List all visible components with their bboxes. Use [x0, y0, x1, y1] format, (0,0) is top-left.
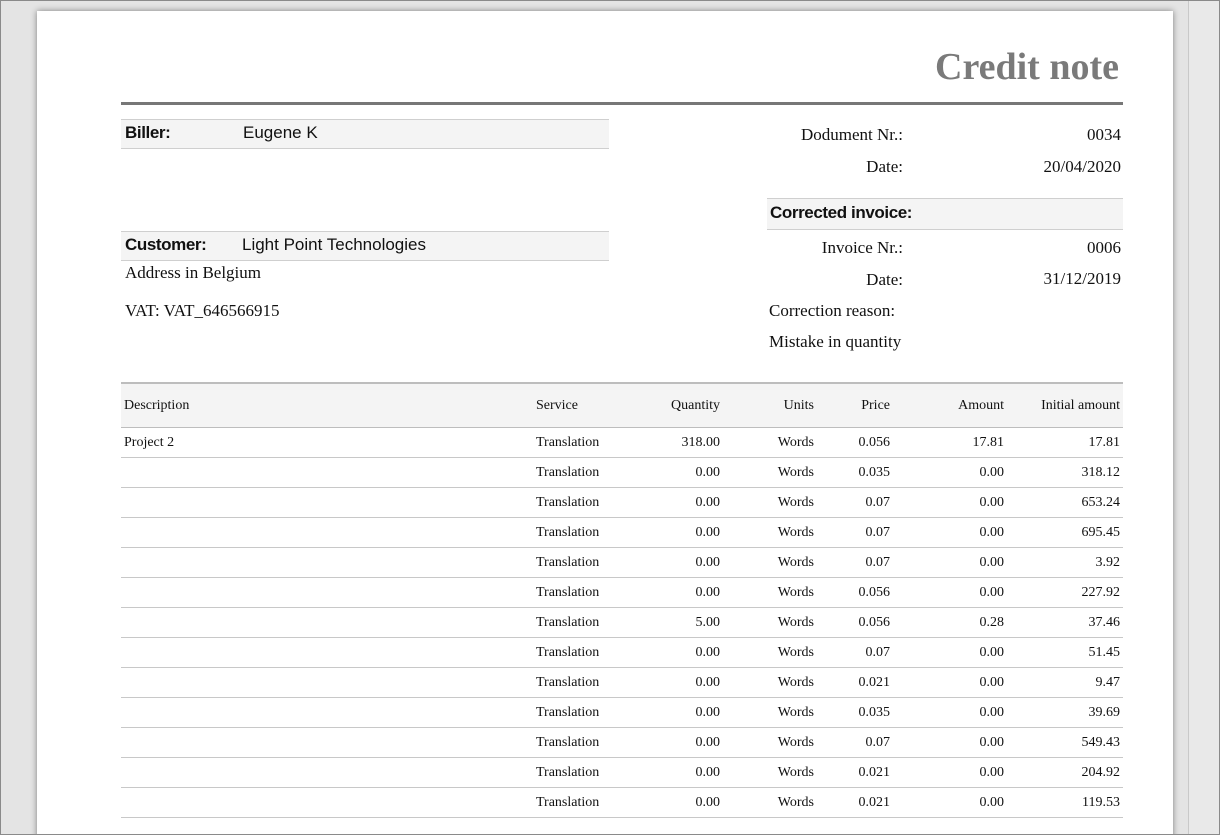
- biller-name: Eugene K: [243, 123, 318, 142]
- cell-quantity: 0.00: [631, 788, 723, 818]
- cell-amount: 0.00: [893, 638, 1007, 668]
- cell-price: 0.07: [817, 548, 893, 578]
- cell-quantity: 0.00: [631, 728, 723, 758]
- cell-initial-amount: 549.43: [1007, 728, 1123, 758]
- cell-initial-amount: 37.46: [1007, 608, 1123, 638]
- cell-amount: 0.00: [893, 758, 1007, 788]
- cell-initial-amount: 39.69: [1007, 698, 1123, 728]
- cell-service: Translation: [533, 758, 631, 788]
- cell-quantity: 0.00: [631, 698, 723, 728]
- cell-service: Translation: [533, 668, 631, 698]
- cell-description: [121, 668, 533, 698]
- cell-price: 0.07: [817, 728, 893, 758]
- cell-initial-amount: 3.92: [1007, 548, 1123, 578]
- cell-service: Translation: [533, 458, 631, 488]
- table-row: [121, 458, 1123, 488]
- cell-units: Words: [723, 488, 817, 518]
- customer-address: Address in Belgium: [125, 263, 261, 282]
- cell-price: 0.056: [817, 428, 893, 458]
- title-divider: [121, 102, 1123, 105]
- doc-number-label: Dodument Nr.:: [801, 125, 903, 144]
- cell-units: Words: [723, 758, 817, 788]
- cell-quantity: 0.00: [631, 638, 723, 668]
- cell-quantity: 0.00: [631, 548, 723, 578]
- invoice-number: 0006: [1087, 238, 1121, 257]
- table-row: [121, 518, 1123, 548]
- cell-description: [121, 518, 533, 548]
- document-title: Credit note: [935, 46, 1119, 88]
- cell-initial-amount: 9.47: [1007, 668, 1123, 698]
- cell-amount: 0.00: [893, 518, 1007, 548]
- cell-units: Words: [723, 668, 817, 698]
- correction-reason: Mistake in quantity: [769, 332, 902, 351]
- cell-description: [121, 578, 533, 608]
- doc-date: 20/04/2020: [1043, 157, 1121, 176]
- table-header-row: [121, 383, 1123, 428]
- table-row: [121, 578, 1123, 608]
- cell-quantity: 0.00: [631, 668, 723, 698]
- correction-reason-label: Correction reason:: [769, 301, 896, 320]
- header-amount: Amount: [893, 383, 1007, 428]
- cell-price: 0.021: [817, 668, 893, 698]
- scrollbar-gutter[interactable]: [1188, 1, 1219, 835]
- cell-description: [121, 698, 533, 728]
- header-initial-amount: Initial amount: [1007, 383, 1123, 428]
- cell-units: Words: [723, 458, 817, 488]
- cell-quantity: 0.00: [631, 458, 723, 488]
- header-quantity: Quantity: [631, 383, 723, 428]
- table-row: [121, 638, 1123, 668]
- cell-description: [121, 548, 533, 578]
- cell-service: Translation: [533, 698, 631, 728]
- invoice-date: 31/12/2019: [1043, 269, 1121, 288]
- cell-initial-amount: 204.92: [1007, 758, 1123, 788]
- cell-price: 0.07: [817, 488, 893, 518]
- cell-description: [121, 638, 533, 668]
- cell-amount: 0.00: [893, 728, 1007, 758]
- table-row: [121, 548, 1123, 578]
- cell-amount: 0.28: [893, 608, 1007, 638]
- cell-price: 0.07: [817, 518, 893, 548]
- cell-initial-amount: 119.53: [1007, 788, 1123, 818]
- cell-initial-amount: 695.45: [1007, 518, 1123, 548]
- cell-price: 0.021: [817, 758, 893, 788]
- cell-service: Translation: [533, 518, 631, 548]
- cell-service: Translation: [533, 728, 631, 758]
- line-items-table: [121, 382, 1123, 818]
- header-service: Service: [533, 383, 631, 428]
- doc-date-label: Date:: [866, 157, 903, 176]
- biller-box: [121, 119, 609, 149]
- cell-units: Words: [723, 518, 817, 548]
- cell-quantity: 0.00: [631, 518, 723, 548]
- cell-description: [121, 458, 533, 488]
- cell-service: Translation: [533, 608, 631, 638]
- customer-vat: VAT: VAT_646566915: [125, 301, 280, 320]
- cell-price: 0.056: [817, 608, 893, 638]
- cell-service: Translation: [533, 428, 631, 458]
- table-row: [121, 608, 1123, 638]
- cell-amount: 0.00: [893, 698, 1007, 728]
- cell-units: Words: [723, 698, 817, 728]
- cell-amount: 0.00: [893, 548, 1007, 578]
- cell-units: Words: [723, 638, 817, 668]
- cell-price: 0.035: [817, 698, 893, 728]
- cell-description: [121, 608, 533, 638]
- cell-service: Translation: [533, 788, 631, 818]
- cell-service: Translation: [533, 548, 631, 578]
- cell-price: 0.056: [817, 578, 893, 608]
- corrected-invoice-heading-box: [767, 198, 1123, 230]
- cell-quantity: 0.00: [631, 758, 723, 788]
- cell-quantity: 318.00: [631, 428, 723, 458]
- cell-description: [121, 728, 533, 758]
- invoice-date-label: Date:: [866, 270, 903, 289]
- cell-price: 0.07: [817, 638, 893, 668]
- header-price: Price: [817, 383, 893, 428]
- cell-description: Project 2: [121, 428, 533, 458]
- cell-service: Translation: [533, 578, 631, 608]
- cell-amount: 0.00: [893, 788, 1007, 818]
- cell-initial-amount: 51.45: [1007, 638, 1123, 668]
- doc-number: 0034: [1087, 125, 1121, 144]
- table-row: [121, 668, 1123, 698]
- cell-description: [121, 788, 533, 818]
- cell-units: Words: [723, 728, 817, 758]
- cell-units: Words: [723, 548, 817, 578]
- cell-price: 0.035: [817, 458, 893, 488]
- cell-quantity: 5.00: [631, 608, 723, 638]
- cell-quantity: 0.00: [631, 488, 723, 518]
- cell-initial-amount: 318.12: [1007, 458, 1123, 488]
- table-row: [121, 758, 1123, 788]
- cell-amount: 17.81: [893, 428, 1007, 458]
- header-units: Units: [723, 383, 817, 428]
- table-row: [121, 728, 1123, 758]
- customer-box: [121, 231, 609, 261]
- invoice-number-label: Invoice Nr.:: [821, 238, 903, 257]
- cell-description: [121, 488, 533, 518]
- cell-amount: 0.00: [893, 578, 1007, 608]
- cell-amount: 0.00: [893, 668, 1007, 698]
- table-row: [121, 488, 1123, 518]
- table-row: [121, 788, 1123, 818]
- cell-units: Words: [723, 578, 817, 608]
- cell-service: Translation: [533, 488, 631, 518]
- header-description: Description: [121, 383, 533, 428]
- table-row: [121, 428, 1123, 458]
- cell-amount: 0.00: [893, 458, 1007, 488]
- customer-label: Customer:: [125, 235, 207, 254]
- cell-quantity: 0.00: [631, 578, 723, 608]
- cell-units: Words: [723, 788, 817, 818]
- credit-note-page: [37, 11, 1173, 835]
- cell-description: [121, 758, 533, 788]
- customer-name: Light Point Technologies: [242, 235, 426, 254]
- cell-units: Words: [723, 608, 817, 638]
- cell-initial-amount: 17.81: [1007, 428, 1123, 458]
- cell-price: 0.021: [817, 788, 893, 818]
- cell-initial-amount: 227.92: [1007, 578, 1123, 608]
- cell-units: Words: [723, 428, 817, 458]
- cell-initial-amount: 653.24: [1007, 488, 1123, 518]
- cell-amount: 0.00: [893, 488, 1007, 518]
- cell-service: Translation: [533, 638, 631, 668]
- table-row: [121, 698, 1123, 728]
- biller-label: Biller:: [125, 123, 171, 142]
- corrected-invoice-heading: Corrected invoice:: [770, 203, 913, 222]
